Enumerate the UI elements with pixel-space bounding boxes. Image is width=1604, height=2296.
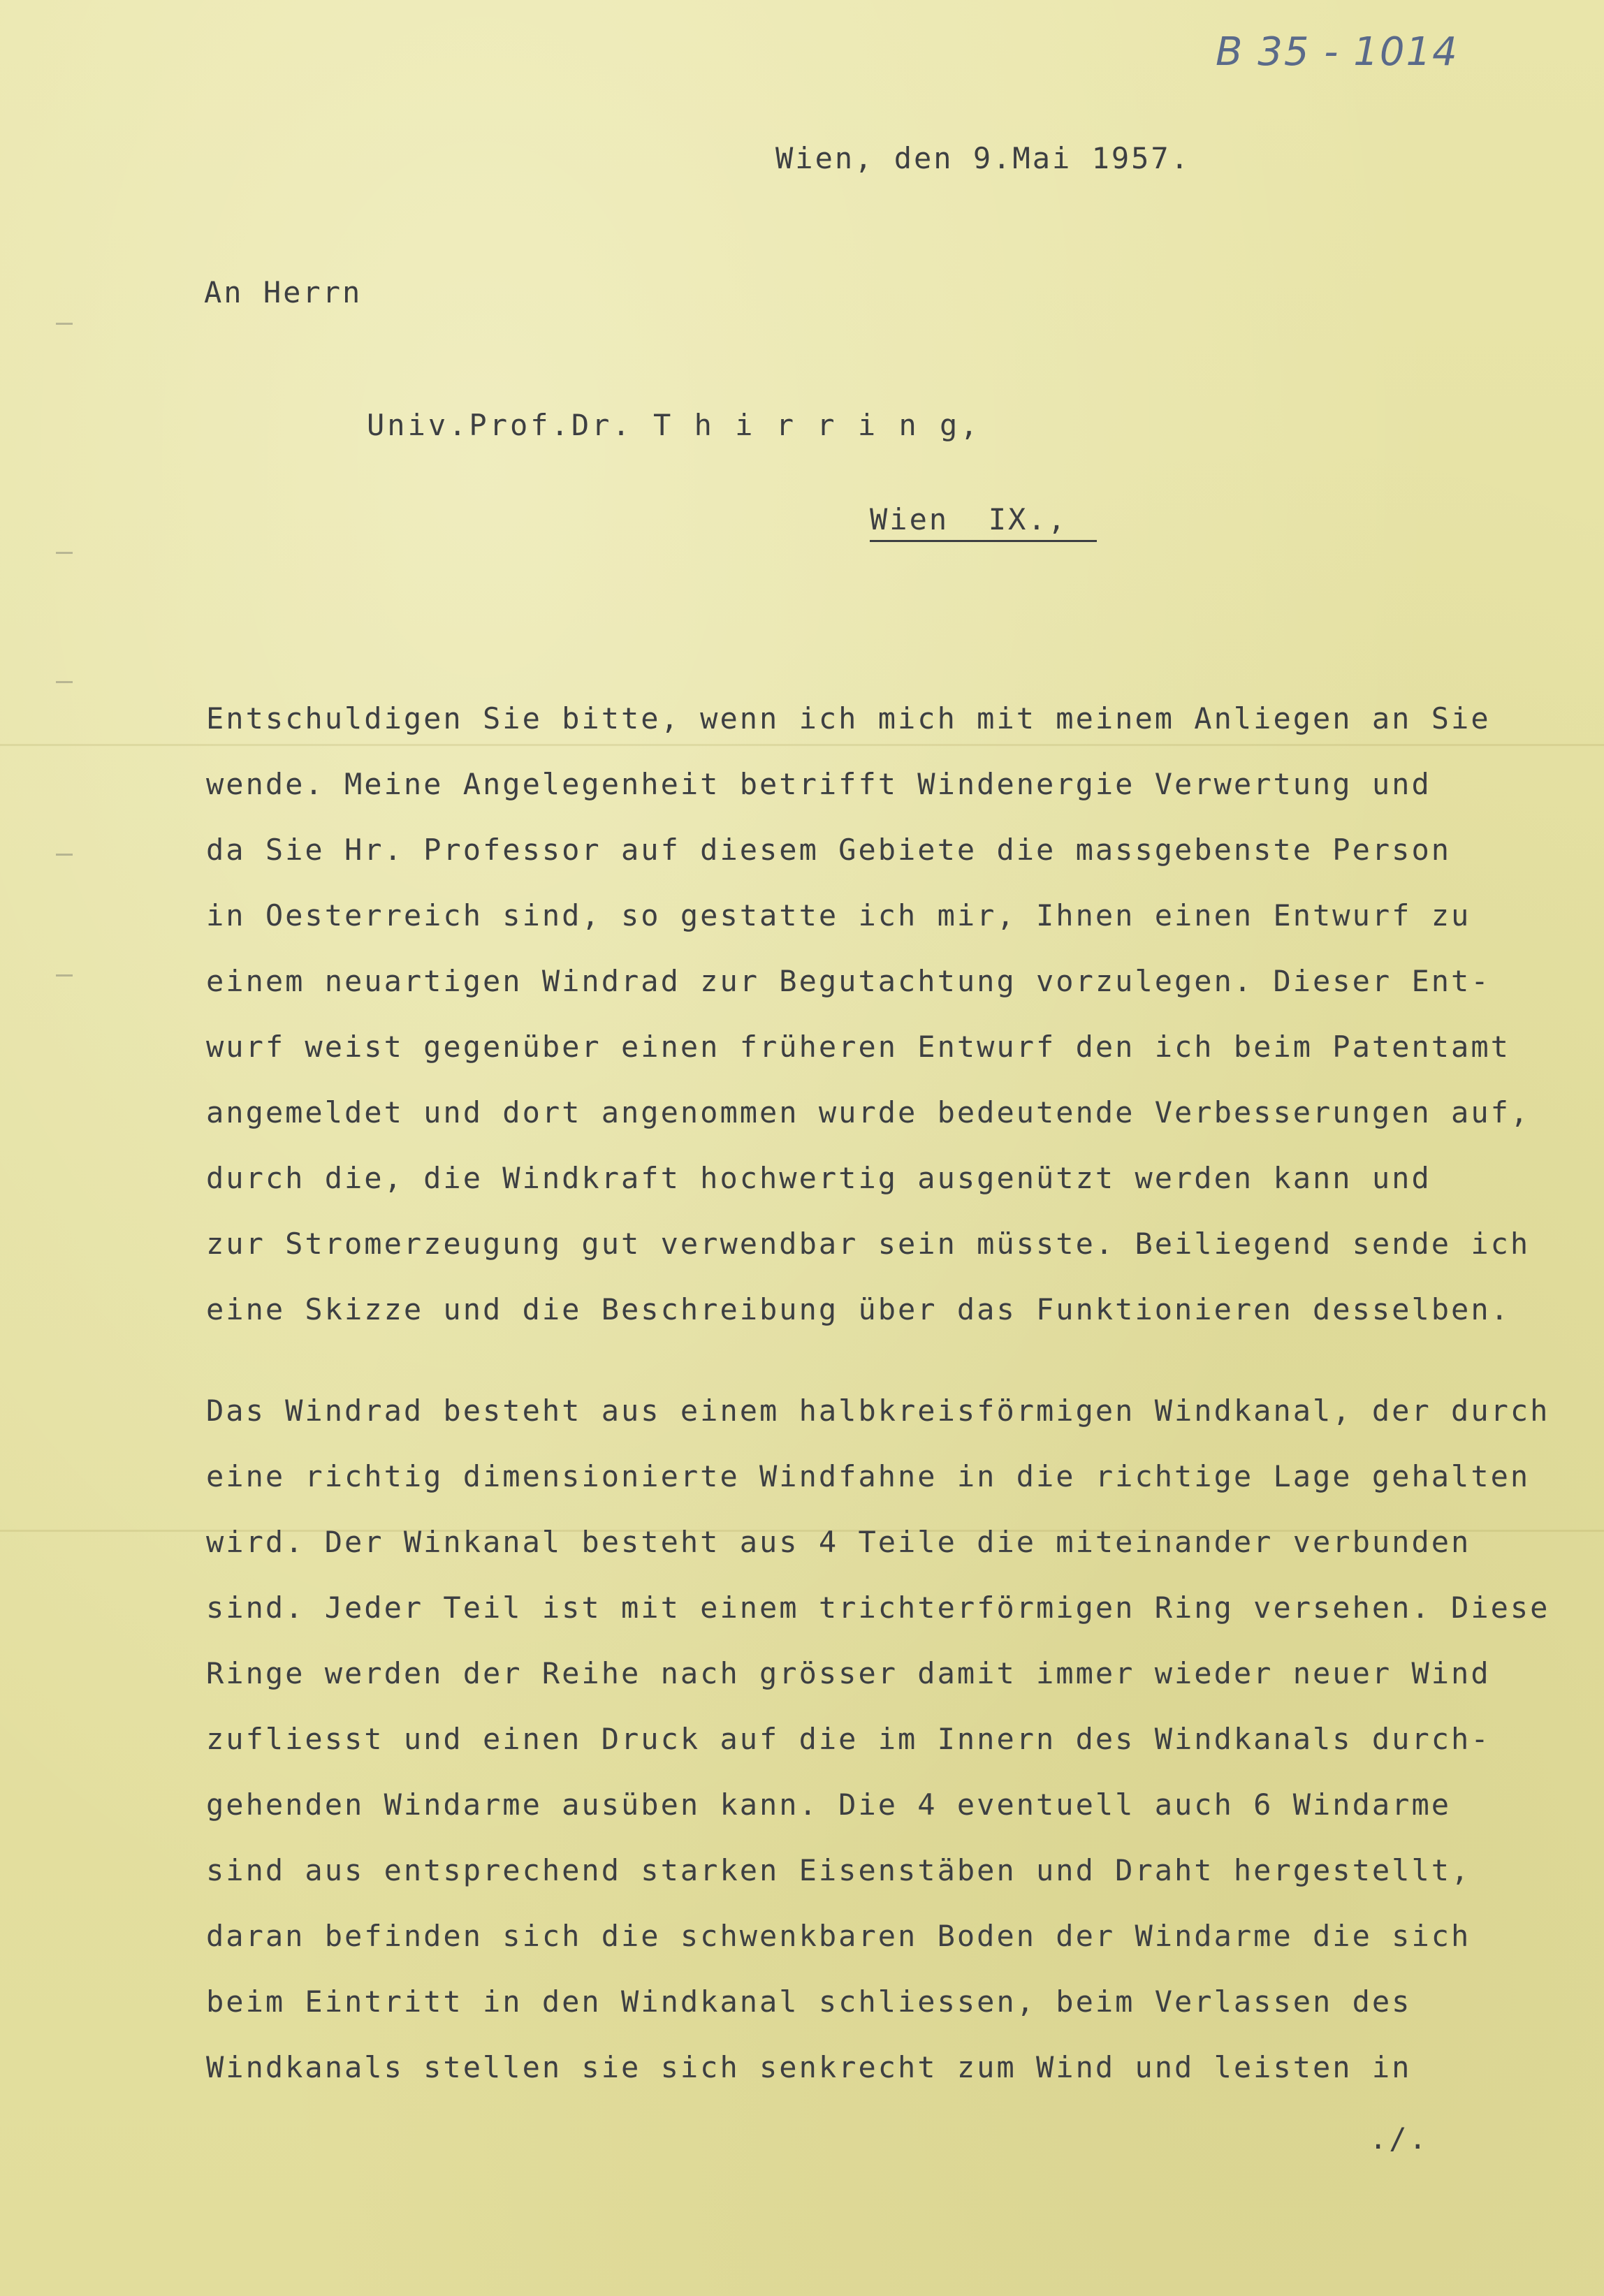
archive-reference-mark: B 35 - 1014 <box>1216 29 1459 75</box>
paragraph-line: angemeldet und dort angenommen wurde bedeutende Verbesserungen auf, <box>206 1095 1531 1129</box>
paragraph-line: wird. Der Winkanal besteht aus 4 Teile die miteinander verbunden <box>206 1525 1471 1559</box>
paragraph-line: in Oesterreich sind, so gestatte ich mir, Ihnen einen Entwurf zu <box>206 898 1471 933</box>
paragraph-line: sind aus entsprechend starken Eisenstäben und Draht hergestellt, <box>206 1853 1471 1887</box>
paragraph-description <box>206 1378 1589 2100</box>
paragraph-line: eine richtig dimensionierte Windfahne in die richtige Lage gehalten <box>206 1459 1531 1493</box>
paragraph-line: Ringe werden der Reihe nach grösser damit immer wieder neuer Wind <box>206 1656 1491 1690</box>
letter-dateline: Wien, den 9.Mai 1957. <box>775 141 1191 175</box>
paragraph-introduction <box>206 686 1589 1343</box>
margin-mark <box>56 552 73 554</box>
paragraph-line: Das Windrad besteht aus einem halbkreisförmigen Windkanal, der durch <box>206 1394 1550 1428</box>
paragraph-line: Windkanals stellen sie sich senkrecht zum Wind und leisten in <box>206 2050 1412 2084</box>
paragraph-line: gehenden Windarme ausüben kann. Die 4 eventuell auch 6 Windarme <box>206 1787 1452 1822</box>
margin-mark <box>56 974 73 977</box>
paragraph-line: beim Eintritt in den Windkanal schliessen, beim Verlassen des <box>206 1984 1412 2019</box>
continuation-mark: ./. <box>1369 2121 1429 2156</box>
paragraph-line: wurf weist gegenüber einen früheren Entwurf den ich beim Patentamt <box>206 1030 1510 1064</box>
address-salutation: An Herrn <box>204 275 363 309</box>
paragraph-line: sind. Jeder Teil ist mit einem trichterförmigen Ring versehen. Diese <box>206 1591 1550 1625</box>
paragraph-line: daran befinden sich die schwenkbaren Boden der Windarme die sich <box>206 1919 1471 1953</box>
address-city-underline <box>870 540 1097 542</box>
margin-mark <box>56 681 73 683</box>
paragraph-line: wende. Meine Angelegenheit betrifft Windenergie Verwertung und <box>206 767 1431 801</box>
paragraph-line: einem neuartigen Windrad zur Begutachtung vorzulegen. Dieser Ent- <box>206 964 1491 998</box>
paragraph-line: da Sie Hr. Professor auf diesem Gebiete die massgebenste Person <box>206 833 1452 867</box>
paragraph-line: zur Stromerzeugung gut verwendbar sein müsste. Beiliegend sende ich <box>206 1227 1531 1261</box>
paragraph-line: zufliesst und einen Druck auf die im Innern des Windkanals durch- <box>206 1722 1491 1756</box>
margin-mark <box>56 854 73 856</box>
address-recipient: Univ.Prof.Dr. T h i r r i n g, <box>367 408 981 442</box>
paragraph-line: Entschuldigen Sie bitte, wenn ich mich mit meinem Anliegen an Sie <box>206 701 1491 736</box>
paragraph-line: eine Skizze und die Beschreibung über das Funktionieren desselben. <box>206 1292 1510 1326</box>
paragraph-line: durch die, die Windkraft hochwertig ausgenützt werden kann und <box>206 1161 1431 1195</box>
address-city: Wien IX., <box>870 502 1067 536</box>
margin-mark <box>56 323 73 325</box>
